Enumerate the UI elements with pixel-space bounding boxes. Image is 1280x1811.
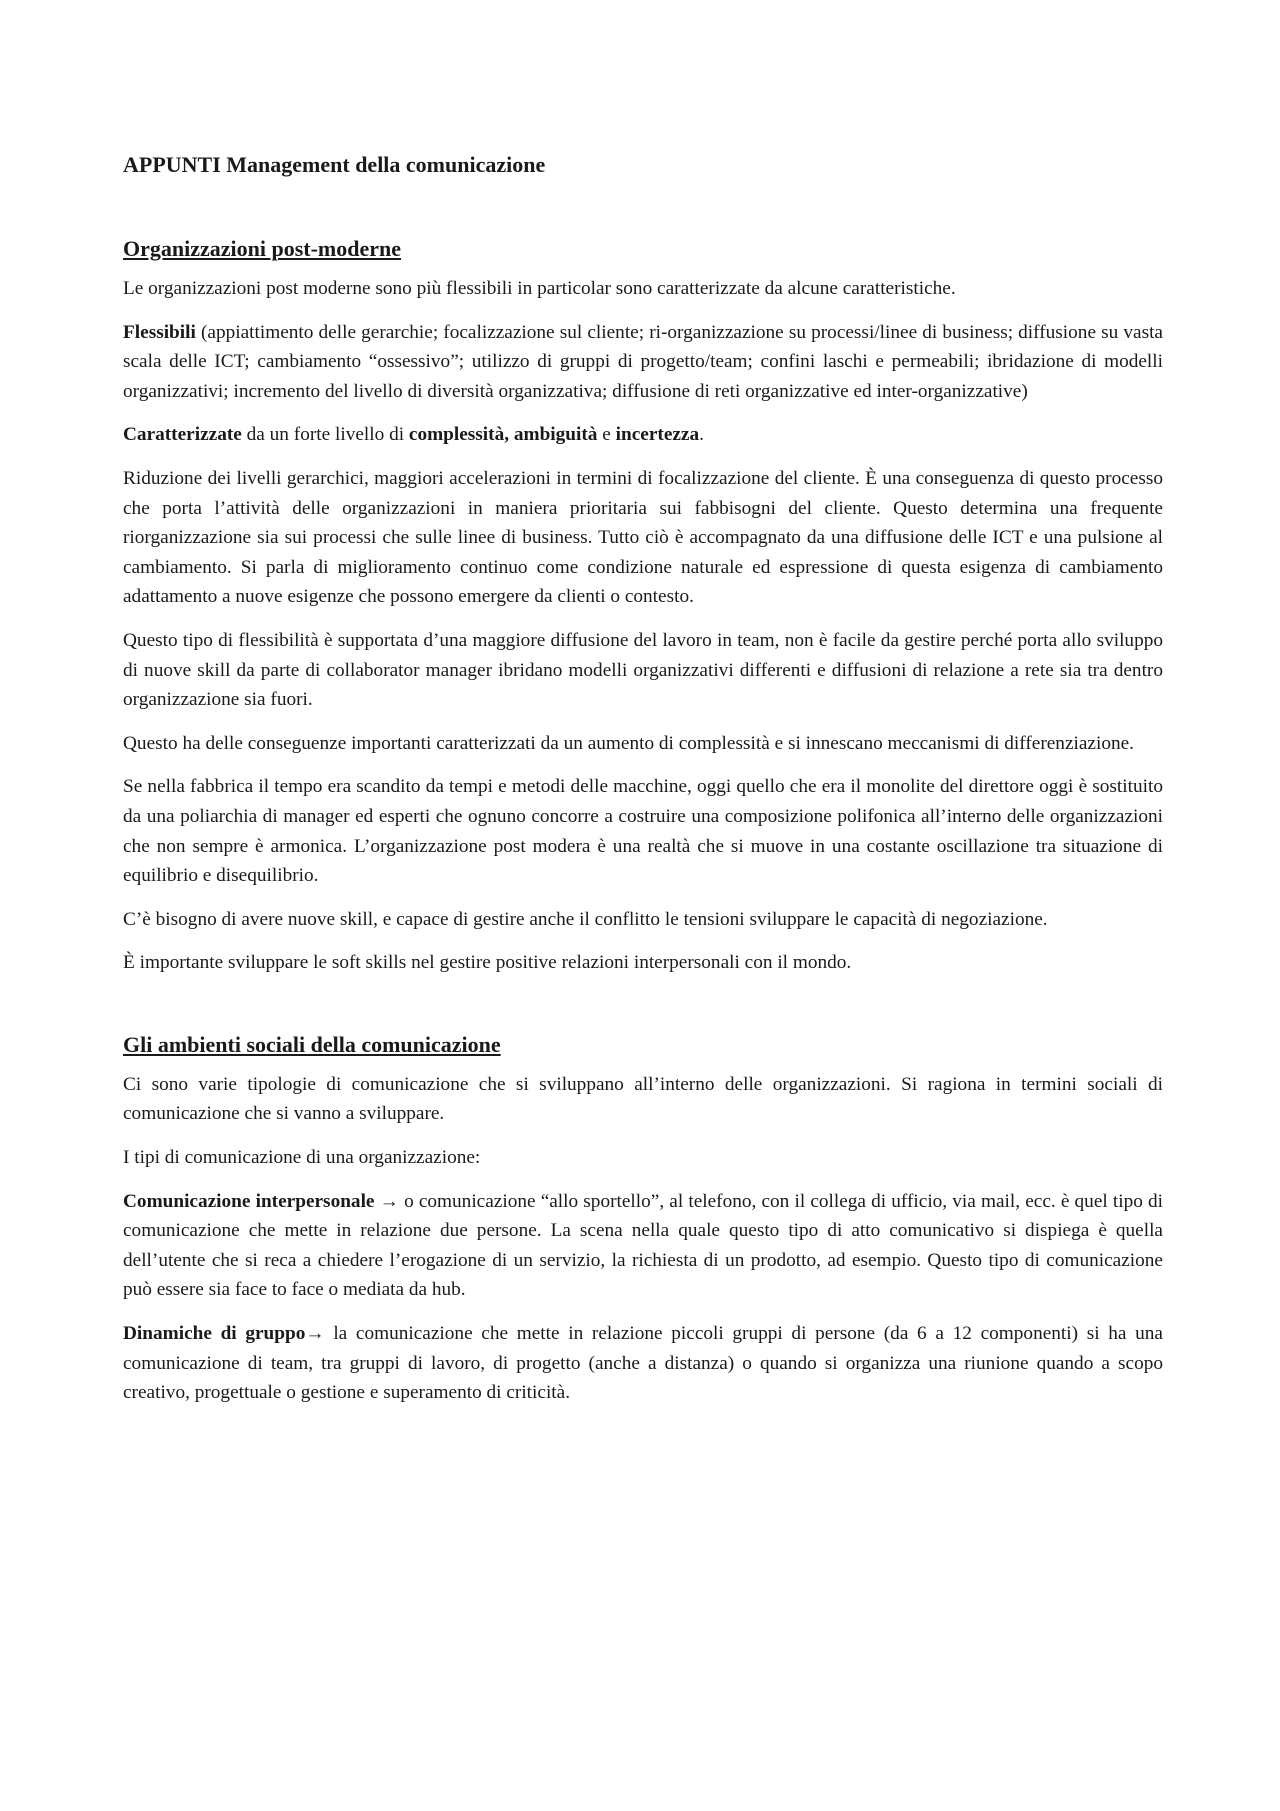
paragraph (123, 464, 1163, 612)
paragraph-text: Se nella fabbrica il tempo era scandito da tempi e metodi delle macchine, oggi quello che era il monolite del direttore oggi è sostituito da una poliarchia di manager ed esperti che ognuno concorre a costruire una composizione polifonica all’interno delle organizzazioni che non sempre è armonica. L’organizzazione post modera è una realtà che si muove in una costante oscillazione tra situazione di equilibrio e disequilibrio. (123, 776, 1163, 887)
paragraph (123, 948, 1163, 978)
bold-term: Comunicazione interpersonale (123, 1190, 375, 1212)
paragraph-text: Questo tipo di flessibilità è supportata d’una maggiore diffusione del lavoro in team, non è facile da gestire perché porta allo sviluppo di nuove skill da parte di collaborator manager ibridano modelli organizzativi differenti e diffusioni di relazione a rete sia tra dentro organizzazione sia fuori. (123, 629, 1163, 711)
paragraph-text: Ci sono varie tipologie di comunicazione che si sviluppano all’interno delle organizzazioni. Si ragiona in termini sociali di comunicazione che si vanno a sviluppare. (123, 1073, 1163, 1125)
bold-term: complessità, ambiguità (408, 424, 598, 446)
section-heading-ambienti-sociali: Gli ambienti sociali della comunicazione (123, 1031, 501, 1057)
bold-term: Flessibili (123, 321, 196, 343)
paragraph (123, 1143, 1163, 1173)
paragraph-text: È importante sviluppare le soft skills nel gestire positive relazioni interpersonali con il mondo. (123, 952, 852, 974)
bold-term: Dinamiche di gruppo (123, 1323, 306, 1345)
paragraph-dinamiche-di-gruppo (123, 1319, 1163, 1408)
paragraph-caratterizzate (123, 420, 1163, 450)
paragraph (123, 274, 1163, 304)
paragraph-flessibili (123, 318, 1163, 407)
paragraph-text: Le organizzazioni post moderne sono più flessibili in particolar sono caratterizzate da alcune caratteristiche. (123, 278, 956, 299)
paragraph (123, 1070, 1163, 1129)
section-heading-organizzazioni: Organizzazioni post-moderne (123, 236, 402, 261)
paragraph-text: e (597, 424, 616, 446)
document-page (123, 150, 1163, 1422)
paragraph-comunicazione-interpersonale (123, 1187, 1163, 1305)
bold-term: Caratterizzate (123, 424, 242, 446)
bold-term: incertezza (615, 424, 700, 446)
paragraph-text: Riduzione dei livelli gerarchici, maggiori accelerazioni in termini di focalizzazione del cliente. È una conseguenza di questo processo che porta l’attività delle organizzazioni in maniera prioritaria sui fabbisogni del cliente. Questo determina una frequente riorganizzazione sia sui processi che sulle linee di business. Tutto ciò è accompagnato da una diffusione delle ICT e una pulsione al cambiamento. Si parla di miglioramento continuo come condizione naturale ed espressione di questa esigenza di cambiamento adattamento a nuove esigenze che possono emergere da clienti o contesto. (123, 467, 1163, 608)
paragraph-text: → la comunicazione che mette in relazione piccoli gruppi di persone (da 6 a 12 componenti) si ha una comunicazione di team, tra gruppi di lavoro, di progetto (anche a distanza) o quando si organizza una riunione quando a scopo creativo, progettuale o gestione e superamento di criticità. (123, 1323, 1163, 1404)
paragraph-text: Questo ha delle conseguenze importanti caratterizzati da un aumento di complessità e si innescano meccanismi di differenziazione. (123, 732, 1134, 754)
paragraph (123, 905, 1163, 935)
paragraph-text: → o comunicazione “allo sportello”, al telefono, con il collega di ufficio, via mail, ecc. è quel tipo di comunicazione che mette in relazione due persone. La scena nella quale questo tipo di atto comunicativo si dispiega è quella dell’utente che si reca a chiedere l’erogazione di un servizio, la richiesta di un prodotto, ad esempio. Questo tipo di comunicazione può essere sia face to face o mediata da hub. (123, 1190, 1164, 1301)
section-spacer (123, 992, 1163, 1030)
paragraph-text: . (699, 424, 704, 446)
paragraph (123, 772, 1163, 890)
paragraph-text: C’è bisogno di avere nuove skill, e capace di gestire anche il conflitto le tensioni sviluppare le capacità di negoziazione. (123, 908, 1048, 930)
paragraph (123, 626, 1163, 715)
paragraph-text: I tipi di comunicazione di una organizzazione: (123, 1147, 481, 1169)
paragraph (123, 729, 1163, 759)
document-title: APPUNTI Management della comunicazione (123, 152, 546, 177)
paragraph-text: (appiattimento delle gerarchie; focalizzazione sul cliente; ri-organizzazione su processi/linee di business; diffusione su vasta scala delle ICT; cambiamento “ossessivo”; utilizzo di gruppi di progetto/team; confini laschi e permeabili; ibridazione di modelli organizzativi; incremento del livello di diversità organizzativa; diffusione di reti organizzative ed inter-organizzative) (123, 321, 1163, 402)
paragraph-text: da un forte livello di (241, 424, 409, 446)
